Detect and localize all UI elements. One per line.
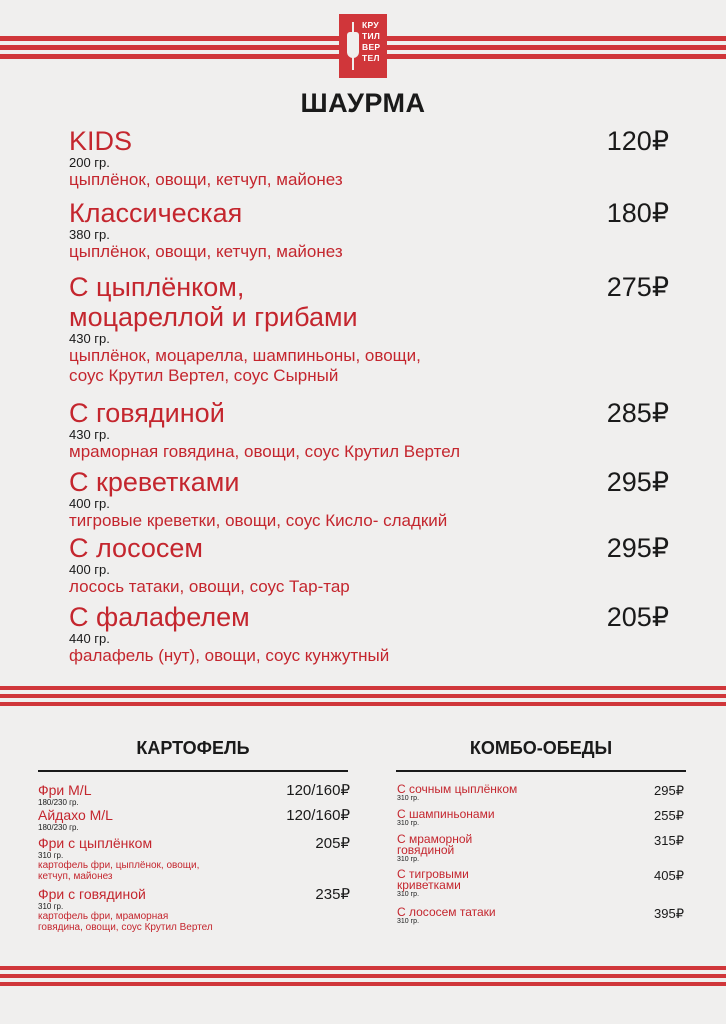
menu-item bbox=[69, 602, 669, 666]
combo-title: КОМБО-ОБЕДЫ bbox=[469, 738, 613, 758]
item-price: 120₽ bbox=[606, 126, 669, 156]
item-weight: 430 гр. bbox=[69, 427, 110, 442]
item-weight: 310 гр. bbox=[397, 820, 420, 827]
item-price: 235₽ bbox=[315, 886, 350, 903]
item-weight: 440 гр. bbox=[69, 631, 110, 646]
item-weight: 180/230 гр. bbox=[38, 798, 79, 807]
combo-item bbox=[397, 907, 684, 926]
combo-divider bbox=[396, 770, 686, 772]
logo-text: КРУ ТИЛ ВЕР ТЕЛ bbox=[362, 20, 381, 63]
item-description: фалафель (нут), овощи, соус кунжутный bbox=[69, 646, 390, 665]
combo-item bbox=[397, 809, 684, 828]
item-weight: 310 гр. bbox=[397, 891, 420, 898]
combo-item bbox=[397, 869, 684, 899]
item-weight: 310 гр. bbox=[397, 918, 420, 925]
item-weight: 310 гр. bbox=[38, 851, 64, 860]
menu-item bbox=[69, 198, 669, 262]
menu-item bbox=[69, 533, 669, 597]
skewer-icon bbox=[347, 22, 359, 70]
item-weight: 380 гр. bbox=[69, 227, 110, 242]
item-description: цыплёнок, моцарелла, шампиньоны, овощи, соус Крутил Вертел, соус Сырный bbox=[69, 346, 421, 385]
item-name: С мраморной говядиной bbox=[397, 832, 473, 857]
item-description: цыплёнок, овощи, кетчуп, майонез bbox=[69, 242, 343, 261]
item-price: 295₽ bbox=[606, 533, 669, 563]
item-name: Айдахо M/L bbox=[38, 807, 113, 823]
item-name: С фалафелем bbox=[69, 602, 250, 632]
potato-item bbox=[38, 887, 350, 933]
item-price: 205₽ bbox=[315, 835, 350, 852]
item-description: картофель фри, цыплёнок, овощи, кетчуп, майонез bbox=[38, 860, 200, 882]
item-price: 315₽ bbox=[654, 833, 684, 848]
menu-item bbox=[69, 398, 669, 462]
item-name: С говядиной bbox=[69, 398, 225, 428]
item-name: С креветками bbox=[69, 467, 240, 497]
item-weight: 400 гр. bbox=[69, 562, 110, 577]
item-name: Фри M/L bbox=[38, 782, 92, 798]
item-price: 295₽ bbox=[606, 467, 669, 497]
potato-divider bbox=[38, 770, 348, 772]
item-price: 180₽ bbox=[606, 198, 669, 228]
item-name: Классическая bbox=[69, 198, 243, 228]
item-weight: 310 гр. bbox=[397, 795, 420, 802]
item-price: 295₽ bbox=[654, 783, 684, 798]
item-name: С лососем bbox=[69, 533, 203, 563]
menu-item bbox=[69, 467, 669, 531]
item-name: С лососем татаки bbox=[397, 905, 496, 919]
combo-item bbox=[397, 834, 684, 864]
item-description: цыплёнок, овощи, кетчуп, майонез bbox=[69, 170, 343, 189]
item-name: С шампиньонами bbox=[397, 807, 495, 821]
item-price: 285₽ bbox=[606, 398, 669, 428]
item-price: 405₽ bbox=[654, 868, 684, 883]
potato-item bbox=[38, 783, 350, 807]
item-price: 275₽ bbox=[606, 272, 669, 302]
item-name: С тигровыми криветками bbox=[397, 867, 469, 892]
item-price: 205₽ bbox=[606, 602, 669, 632]
menu-item bbox=[69, 126, 669, 190]
item-name: С цыплёнком, моцареллой и грибами bbox=[69, 272, 358, 332]
item-name: KIDS bbox=[69, 126, 133, 156]
shawarma-title: ШАУРМА bbox=[300, 88, 426, 118]
item-name: Фри с говядиной bbox=[38, 886, 146, 902]
item-description: тигровые креветки, овощи, соус Кисло- сладкий bbox=[69, 511, 448, 530]
potato-item bbox=[38, 836, 350, 882]
item-name: С сочным цыплёнком bbox=[397, 782, 518, 796]
item-weight: 430 гр. bbox=[69, 331, 110, 346]
item-weight: 400 гр. bbox=[69, 496, 110, 511]
item-description: лосось татаки, овощи, соус Тар-тар bbox=[69, 577, 350, 596]
item-description: мраморная говядина, овощи, соус Крутил Вертел bbox=[69, 442, 461, 461]
item-weight: 310 гр. bbox=[38, 902, 64, 911]
item-price: 255₽ bbox=[654, 808, 684, 823]
item-weight: 200 гр. bbox=[69, 155, 110, 170]
brand-logo bbox=[339, 14, 387, 78]
item-weight: 180/230 гр. bbox=[38, 823, 79, 832]
item-name: Фри с цыплёнком bbox=[38, 835, 153, 851]
potato-item bbox=[38, 808, 350, 832]
item-description: картофель фри, мраморная говядина, овощи, соус Крутил Вертел bbox=[38, 911, 213, 933]
potato-title: КАРТОФЕЛЬ bbox=[136, 738, 250, 758]
item-price: 120/160₽ bbox=[286, 807, 350, 824]
combo-item bbox=[397, 784, 684, 803]
menu-item bbox=[69, 272, 669, 386]
item-weight: 310 гр. bbox=[397, 856, 420, 863]
item-price: 120/160₽ bbox=[286, 782, 350, 799]
item-price: 395₽ bbox=[654, 906, 684, 921]
